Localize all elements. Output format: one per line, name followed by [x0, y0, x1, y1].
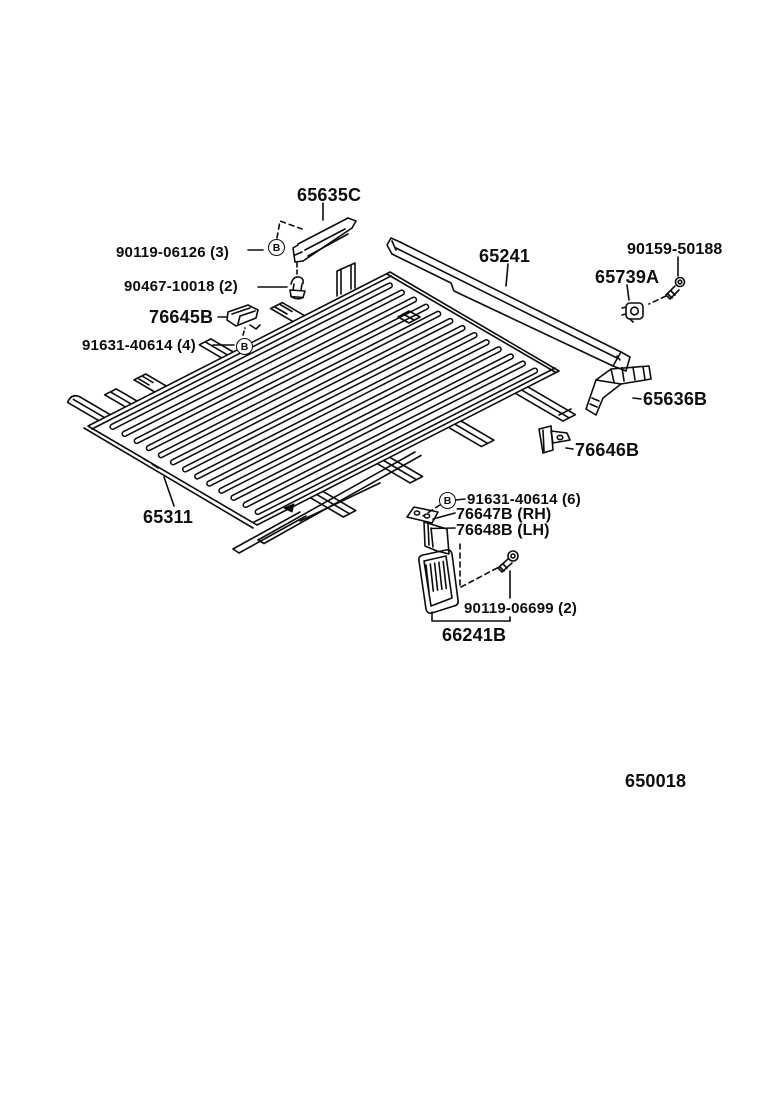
- callout-floor-panel: 65311: [143, 507, 194, 527]
- side-rail-drawing: [293, 218, 356, 262]
- b-marker-front-clip-bolt: B: [236, 338, 253, 355]
- callout-push-pin: 90467-10018 (2): [124, 278, 238, 295]
- figure-number: 650018: [625, 771, 687, 791]
- callout-flap-screw: 90119-06699 (2): [464, 600, 578, 617]
- callout-mud-flap: 66241B: [442, 625, 507, 645]
- rear-cap-drawing: [586, 366, 651, 415]
- sill-clip-drawing: [622, 303, 643, 322]
- callout-flap-bracket-rh: 76647B (RH): [456, 506, 552, 523]
- push-pin-drawing: [290, 277, 305, 299]
- callout-flap-bracket-lh: 76648B (LH): [456, 522, 550, 539]
- callout-sill-clip: 65739A: [595, 267, 660, 287]
- callout-flap-bracket-bolt: 91631-40614 (6): [467, 491, 581, 508]
- callout-rear-bracket: 76646B: [575, 440, 640, 460]
- sill-screw-drawing: [666, 278, 685, 300]
- callout-rear-cap: 65636B: [643, 389, 708, 409]
- rear-bracket-drawing: [539, 426, 570, 453]
- callout-front-clip: 76645B: [149, 307, 214, 327]
- mud-flap-drawing: [419, 550, 458, 613]
- callout-side-rail-bolt: 90119-06126 (3): [116, 244, 230, 261]
- callout-front-clip-bolt: 91631-40614 (4): [82, 337, 196, 354]
- callout-side-rail: 65635C: [297, 185, 362, 205]
- flap-bracket-drawing: [407, 507, 449, 554]
- b-marker-flap-bracket-bolt: B: [439, 492, 456, 509]
- b-marker-side-rail-bolt: B: [268, 239, 285, 256]
- callout-sill-screw: 90159-50188: [627, 241, 723, 258]
- flap-screw-drawing: [498, 551, 518, 572]
- callout-front-sill: 65241: [479, 246, 531, 266]
- front-clip-drawing: [227, 305, 260, 329]
